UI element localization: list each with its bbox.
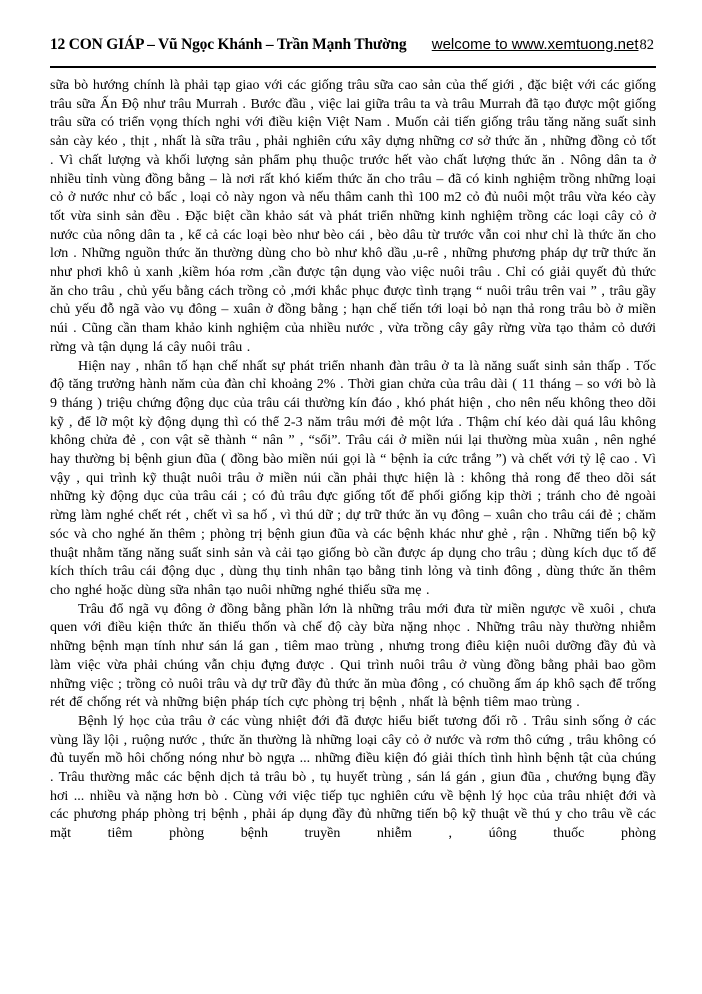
body-text <box>50 77 656 844</box>
body-paragraph-4: Bệnh lý học của trâu ở các vùng nhiệt đới đã được hiểu biết tương đối rõ . Trâu sinh sống ở các vùng lầy lội , ruộng nước , thức ăn thường là những loại cây cỏ ở nước và rơm thô cứng , trâu không có đủ tuyến mồ hôi chống nóng như bò ngựa ... những điều kiện đó giải thích tình hình bệnh tật của chúng . Trâu thường mắc các bệnh dịch tả trâu bò , tụ huyết trùng , sán lá gán , giun đũa , chướng bụng đầy hơi ... nhiều và nặng hơn bò . Cùng với việc tiếp tục nghiên cứu về bệnh lý học của trâu nhiệt đới và các phương pháp phòng trị bệnh , phải áp dụng đầy đủ những tiến bộ kỹ thuật về thú y cho trâu về các mặt tiêm phòng bệnh truyền nhiễm , úông thuốc phòng <box>50 713 656 842</box>
page-number: 82 <box>639 37 654 53</box>
body-paragraph-3: Trâu đổ ngã vụ đông ở đồng bằng phần lớn là những trâu mới đưa từ miền ngược về xuôi , chưa quen với điều kiện thức ăn thiếu thốn và chế độ cày bừa nặng nhọc . Những trâu này thường nhiễm những bệnh mạn tính như sán lá gan , tiêm mao trùng , nhưng trong điêu kiện nuôi dưỡng đầy đủ và làm việc vừa phải chúng vẫn chịu đựng được . Qui trình nuôi trâu ở vùng đồng bằng phải bao gồm những việc ; trồng cỏ nuôi trâu và dự trữ đầy đủ thức ăn mùa đông , có chuồng ấm áp khô sạch để trống rét để chống rét và những biện pháp tích cực phòng trị bệnh , nhất là bệnh tiêm mao trùng . <box>50 601 656 711</box>
book-title: 12 CON GIÁP – Vũ Ngọc Khánh – Trần Mạnh Thường <box>50 36 407 53</box>
body-paragraph-2: Hiện nay , nhân tố hạn chế nhất sự phát triển nhanh đàn trâu ở ta là năng suất sinh sản thấp . Tốc độ tăng trưởng hành năm của đàn chỉ khoảng 2% . Thời gian chửa của trâu dài ( 11 tháng – so với bò là 9 tháng ) triệu chứng động dục của trâu cái thường kín đáo , khó phát hiện , cho nên nếu không theo dõi kỹ , để lỡ một kỳ động dụng thì có thể 2-3 năm trâu mới đẻ một lứa . Thậm chí kéo dài quá lâu không không chửa đẻ , con vật sẽ thành “ nân ” , “sổi”. Trâu cái ở miền núi lại thường mùa xuân , nên nghé hay thường bị bệnh giun đũa ( đồng bào miền núi gọi là “ bệnh ỉa cức trắng ”) và chết với tỷ lệ cao . Vì vậy , qui trình kỹ thuật nuôi trâu ở miền núi cần phải thực hiện là : không thả rong để theo dõi sát những kỳ động dục của trâu cái ; có đủ trâu đực giống tốt để phối giống kịp thời ; tránh cho đẻ ngoài rừng làm nghé chết rét , chết vì sa hố , vì thú dữ ; dự trữ thức ăn vụ đông – xuân cho trâu cái đẻ ; chăm sóc và cho nghé ăn thêm ; phòng trị bệnh giun đũa và các bệnh khác như ghẻ , rận . Những tiến bộ kỹ thuật nhằm tăng năng suất sinh sản và cải tạo giống bò cần được áp dụng cho trâu ; dùng kích dục tố để kích thích trâu cái động dục , dùng thụ tinh nhân tạo bằng tinh lỏng và tinh đông , dùng thức ăn thêm cho nghé hoặc dùng sữa nhân tạo nuôi những nghé thiếu sữa mẹ . <box>50 358 656 598</box>
body-paragraph-1: sữa bò hướng chính là phải tạp giao với các giống trâu sữa cao sản của thế giới , đặc biệt với các giống trâu sữa Ấn Độ như trâu Murrah . Bước đầu , việc lai giữa trâu ta và trâu Murrah đã tạo được một giống trâu sữa có triển vọng thích nghi với điều kiện Việt Nam . Muốn cải tiến giống trâu tăng năng suất sinh sản cày kéo , thịt , nhất là sữa trâu , phải nghiên cứu xây dựng những cơ sở thức ăn , những đồng cỏ tốt . Vì chất lượng và khối lượng sản phẩm phụ thuộc trước hết vào chất lượng thức ăn . Nông dân ta ở nhiều tỉnh vùng đồng bằng – là nơi rất khó kiếm thức ăn cho trâu – đã có kinh nghiệm trồng những loại cỏ ở nước như cỏ bấc , loại cỏ này ngon và nếu thâm canh thì 100 m2 cỏ đủ nuôi một trâu vừa kéo cày tốt vừa sinh sản đều . Đặc biệt cần khảo sát và phát triển những kinh nghiệm trồng các loại cây cỏ ở nước của nông dân ta , kể cả các loại bèo như bèo cái , bèo dâu từ trước vẫn coi như chỉ là thức ăn cho lơn . Những nguồn thức ăn thường dùng cho bò như khô dầu ,u-rê , những phương pháp dự trữ thức ăn như phơi khô ủ xanh ,kiềm hóa rơm ,cần được tận dụng vào việc nuôi trâu . Chỉ có giải quyết đủ thức ăn cho trâu , chủ yếu bằng cách trồng cỏ ,mới khắc phục được tình trạng “ nuôi trâu trên vai ” , trâu gầy chủ yếu đỗ ngã vào vụ đông – xuân ở đồng bằng ; hạn chế tiến tới loại bỏ nạn thả rong trâu bò ở miền núi . Cũng cần tham khảo kinh nghiệm của nhiều nước , vừa trồng cây gây rừng vừa tạo thảm cỏ dưới rừng và tận dụng lá cây nuôi trâu . <box>50 78 656 355</box>
header-divider <box>50 66 656 68</box>
website-link[interactable]: welcome to www.xemtuong.net <box>431 36 639 53</box>
header-right <box>432 36 654 54</box>
page-header <box>50 36 656 54</box>
